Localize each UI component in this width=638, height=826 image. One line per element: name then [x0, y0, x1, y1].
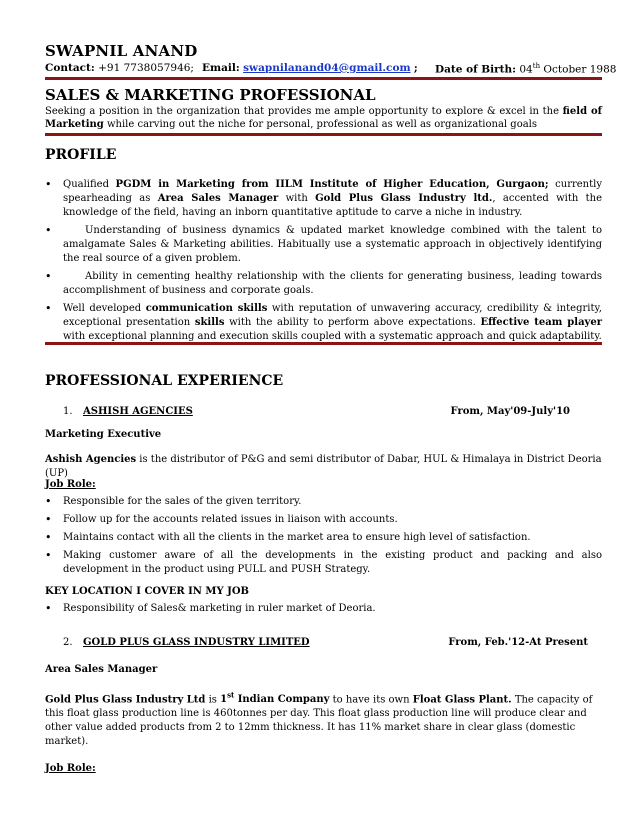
key-location-label: KEY LOCATION I COVER IN MY JOB	[45, 586, 250, 597]
experience-title: PROFESSIONAL EXPERIENCE	[45, 373, 284, 389]
objective-title: SALES & MARKETING PROFESSIONAL	[45, 86, 376, 104]
job1-dates: From, May'09-July'10	[450, 406, 570, 417]
job1-number: 1.	[63, 406, 73, 417]
job1-description: Ashish Agencies is the distributor of P&G and semi distributor of Dabar, HUL & Himalaya in District Deoria (UP)	[45, 454, 602, 479]
duty-item: • Making customer aware of all the developments in the existing product and packing and also development in the product using PULL and PUSH Strategy.	[45, 549, 602, 577]
job1-role-label: Job Role:	[45, 479, 96, 490]
objective-divider	[45, 133, 602, 136]
job2-description: Gold Plus Glass Industry Ltd is 1st Indian Company to have its own Float Glass Plant. The capacity of this float glass production line is 460tonnes per day. This float glass production line will produce clear and other value added products from 2 to 12mm thickness. It has 11% market share in clear glass (domestic market).	[45, 691, 593, 748]
job2-company: GOLD PLUS GLASS INDUSTRY LIMITED	[83, 637, 310, 648]
duty-item: • Maintains contact with all the clients in the market area to ensure high level of satisfaction.	[45, 531, 602, 545]
profile-list	[45, 178, 602, 348]
job2-number: 2.	[63, 637, 73, 648]
profile-item: • Ability in cementing healthy relationship with the clients for generating business, leading towards accomplishment of business and corporate goals.	[45, 270, 602, 298]
job1-duties	[45, 495, 602, 581]
profile-item: • Understanding of business dynamics & updated market knowledge combined with the talent to amalgamate Sales & Marketing abilities. Habitually use a systematic approach in objectively identifying the real source of a given problem.	[45, 224, 602, 266]
job2-dates: From, Feb.'12-At Present	[448, 637, 588, 648]
job2-role-label: Job Role:	[45, 763, 96, 774]
key-location-item: • Responsibility of Sales& marketing in ruler market of Deoria.	[45, 602, 602, 616]
contact-email: Email: swapnilanand04@gmail.com ;	[202, 62, 418, 74]
contact-phone: Contact: +91 7738057946;	[45, 62, 194, 74]
email-link[interactable]: swapnilanand04@gmail.com	[243, 62, 411, 74]
header-divider	[45, 77, 602, 80]
job2-role: Area Sales Manager	[45, 664, 158, 675]
contact-dob: Date of Birth: 04th October 1988	[435, 62, 617, 76]
duty-item: • Responsible for the sales of the given territory.	[45, 495, 602, 509]
profile-item: • Well developed communication skills with reputation of unwavering accuracy, credibility & integrity, exceptional presentation skills with the ability to perform above expectations. Effective team player with exceptional planning and execution skills coupled with a systematic approach and quick adaptability.	[45, 302, 602, 344]
objective-text: Seeking a position in the organization that provides me ample opportunity to explore & excel in the field of Marketing while carving out the niche for personal, professional as well as organizational goals	[45, 106, 602, 130]
profile-item: • Qualified PGDM in Marketing from IILM Institute of Higher Education, Gurgaon; currently spearheading as Area Sales Manager with Gold Plus Glass Industry ltd., accented with the knowledge of the field, having an inborn quantitative aptitude to carve a niche in industry.	[45, 178, 602, 220]
profile-divider	[45, 342, 602, 345]
job1-company: ASHISH AGENCIES	[83, 406, 193, 417]
duty-item: • Follow up for the accounts related issues in liaison with accounts.	[45, 513, 602, 527]
candidate-name: SWAPNIL ANAND	[45, 42, 198, 60]
key-location-list	[45, 602, 602, 620]
job1-role: Marketing Executive	[45, 429, 162, 440]
profile-title: PROFILE	[45, 147, 117, 163]
